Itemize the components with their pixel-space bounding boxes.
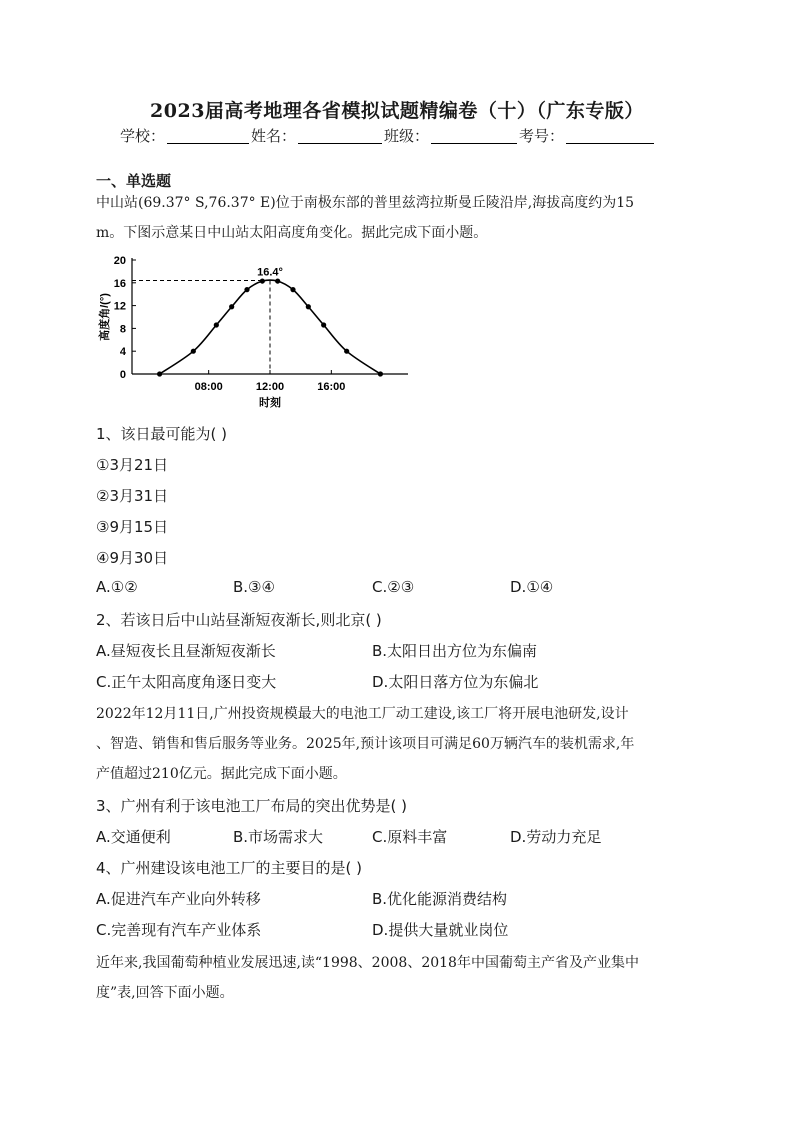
data-point <box>260 278 265 283</box>
q1-option-a[interactable]: A.①② <box>96 578 138 596</box>
exam-number-label: 考号： <box>519 127 565 145</box>
class-label: 班级： <box>384 127 430 145</box>
passage3-line1: 近年来,我国葡萄种植业发展迅速,读“1998、2008、2018年中国葡萄主产省及产业集中 <box>96 955 639 971</box>
data-point <box>344 349 349 354</box>
solar-altitude-chart <box>96 252 416 412</box>
passage2-line2: 、智造、销售和售后服务等业务。2025年,预计该项目可满足60万辆汽车的装机需求,年 <box>96 736 635 752</box>
x-axis-label: 时刻 <box>259 397 281 409</box>
passage1-line2: m。下图示意某日中山站太阳高度角变化。据此完成下面小题。 <box>96 225 488 241</box>
y-tick-label: 4 <box>119 346 126 359</box>
q4-option-c[interactable]: C.完善现有汽车产业体系 <box>96 921 262 939</box>
q4-stem: 4、广州建设该电池工厂的主要目的是( ) <box>96 859 363 877</box>
q2-stem: 2、若该日后中山站昼渐短夜渐长,则北京( ) <box>96 611 382 629</box>
section-heading: 一、单选题 <box>96 172 172 190</box>
y-tick-label: 16 <box>113 277 126 290</box>
exam-number-blank[interactable] <box>566 127 654 144</box>
class-blank[interactable] <box>431 127 517 144</box>
data-point <box>306 304 311 309</box>
q1-option-c[interactable]: C.②③ <box>372 578 415 596</box>
school-label: 学校： <box>120 127 166 145</box>
q1-option-b[interactable]: B.③④ <box>233 578 275 596</box>
q1-stem: 1、该日最可能为( ) <box>96 425 228 443</box>
q2-option-c[interactable]: C.正午太阳高度角逐日变大 <box>96 673 277 691</box>
name-label: 姓名： <box>251 127 297 145</box>
y-tick-label: 0 <box>119 369 126 381</box>
q1-option-d[interactable]: D.①④ <box>510 578 554 596</box>
y-tick-label: 8 <box>119 323 126 336</box>
q4-option-a[interactable]: A.促进汽车产业向外转移 <box>96 890 261 908</box>
passage2-line1: 2022年12月11日,广州投资规模最大的电池工厂动工建设,该工厂将开展电池研发,设计 <box>96 706 629 722</box>
y-axis-label: 高度角/(°) <box>99 293 111 341</box>
x-tick-label: 08:00 <box>194 381 223 393</box>
passage2-line3: 产值超过210亿元。据此完成下面小题。 <box>96 766 347 782</box>
peak-annotation: 16.4° <box>257 266 283 279</box>
data-point <box>244 287 249 292</box>
q1-choice-3: ③9月15日 <box>96 518 169 536</box>
q3-option-c[interactable]: C.原料丰富 <box>372 828 448 846</box>
q1-choice-2: ②3月31日 <box>96 487 169 505</box>
q1-choice-1: ①3月21日 <box>96 456 169 474</box>
q2-option-a[interactable]: A.昼短夜长且昼渐短夜渐长 <box>96 642 276 660</box>
data-point <box>214 322 219 327</box>
x-tick-label: 12:00 <box>255 381 285 393</box>
passage1-line1: 中山站(69.37° S,76.37° E)位于南极东部的普里兹湾拉斯曼丘陵沿岸,海拔高度约为15 <box>96 195 635 211</box>
x-tick-label: 16:00 <box>317 381 346 393</box>
q3-option-a[interactable]: A.交通便利 <box>96 828 171 846</box>
y-tick-label: 20 <box>113 255 126 267</box>
q4-option-b[interactable]: B.优化能源消费结构 <box>372 890 508 908</box>
y-tick-label: 12 <box>113 300 126 313</box>
data-point <box>191 349 196 354</box>
q1-choice-4: ④9月30日 <box>96 549 169 567</box>
q3-stem: 3、广州有利于该电池工厂布局的突出优势是( ) <box>96 797 408 815</box>
data-point <box>275 278 280 283</box>
data-point <box>321 322 326 327</box>
data-point <box>290 287 295 292</box>
q2-option-b[interactable]: B.太阳日出方位为东偏南 <box>372 642 538 660</box>
data-point <box>378 371 383 376</box>
data-point <box>157 371 162 376</box>
q3-option-d[interactable]: D.劳动力充足 <box>510 828 602 846</box>
student-info-line <box>120 125 680 146</box>
document-title: 2023届高考地理各省模拟试题精编卷（十）（广东专版） <box>150 100 644 122</box>
name-blank[interactable] <box>298 127 382 144</box>
data-point <box>229 304 234 309</box>
passage3-line2: 度”表,回答下面小题。 <box>96 985 234 1001</box>
q2-option-d[interactable]: D.太阳日落方位为东偏北 <box>372 673 539 691</box>
q4-option-d[interactable]: D.提供大量就业岗位 <box>372 921 509 939</box>
school-blank[interactable] <box>167 127 249 144</box>
q3-option-b[interactable]: B.市场需求大 <box>233 828 324 846</box>
